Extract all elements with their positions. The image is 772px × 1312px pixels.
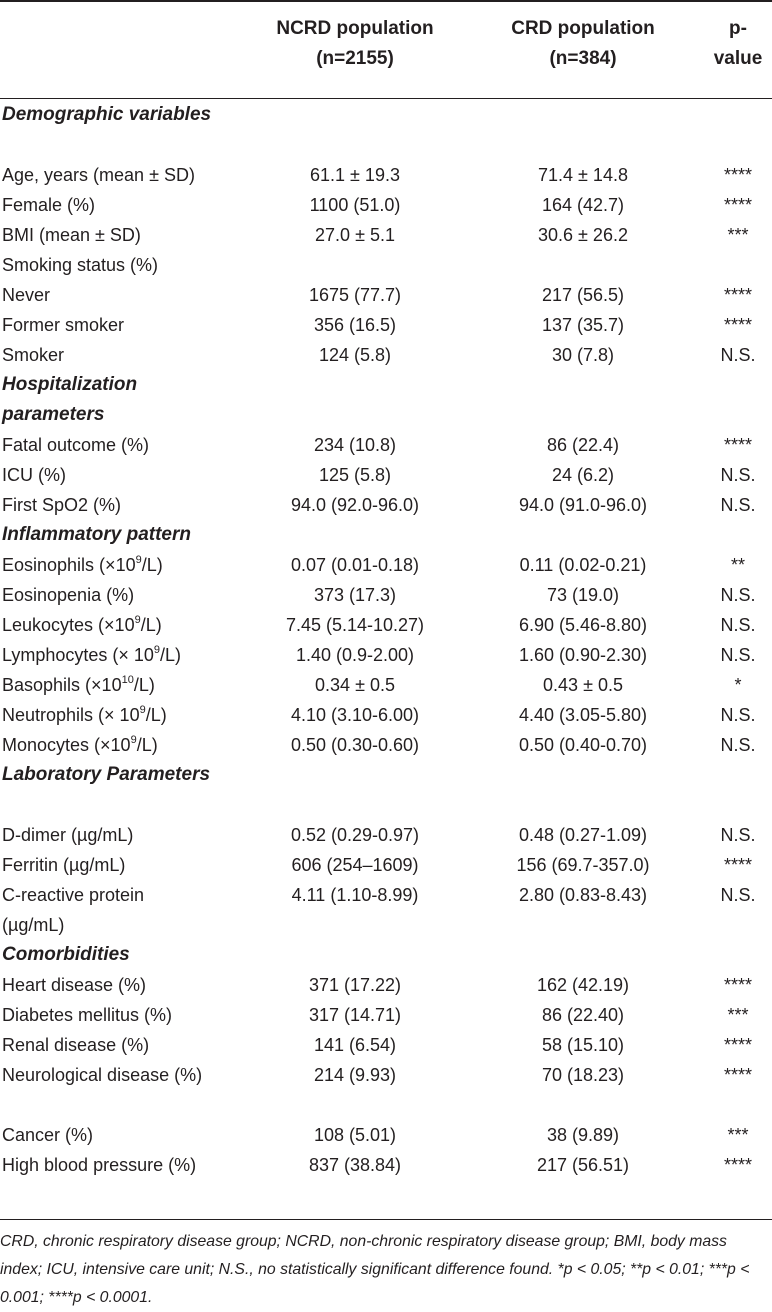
crd-value: 164 (42.7) xyxy=(541,195,625,215)
crd-value: 70 (18.23) xyxy=(541,1065,625,1085)
crd-value: 1.60 (0.90-2.30) xyxy=(518,645,648,665)
crd-value: 58 (15.10) xyxy=(541,1035,625,1055)
p-value: N.S. xyxy=(720,705,756,725)
p-value: *** xyxy=(727,225,749,245)
p-value: *** xyxy=(727,1125,749,1145)
row-label: Ferritin (µg/mL) xyxy=(2,855,126,875)
section-label: Demographic variables xyxy=(2,104,212,125)
crd-value: 0.48 (0.27-1.09) xyxy=(518,825,648,845)
row-label xyxy=(2,700,252,730)
ncrd-value: 214 (9.93) xyxy=(313,1065,397,1085)
row-label: Eosinopenia (%) xyxy=(2,585,135,605)
row-label-unit: /L) xyxy=(136,735,158,755)
row-label-exponent: 9 xyxy=(139,704,146,716)
row-label: First SpO2 (%) xyxy=(2,495,122,515)
ncrd-value: 141 (6.54) xyxy=(313,1035,397,1055)
ncrd-value: 0.07 (0.01-0.18) xyxy=(290,555,420,575)
column-header-p-line1: p- xyxy=(729,18,747,39)
crd-value: 217 (56.5) xyxy=(541,285,625,305)
table-row xyxy=(0,430,772,460)
ncrd-value: 1100 (51.0) xyxy=(309,195,401,215)
p-value: * xyxy=(734,675,742,695)
p-value: **** xyxy=(723,165,753,185)
column-header-crd-line2: (n=384) xyxy=(549,48,617,69)
table-row xyxy=(0,250,772,280)
p-value: ** xyxy=(730,555,745,575)
crd-value: 137 (35.7) xyxy=(541,315,625,335)
row-label: BMI (mean ± SD) xyxy=(2,225,141,245)
section-label: Comorbidities xyxy=(2,944,130,965)
table-row xyxy=(0,310,772,340)
column-header-ncrd-line2: (n=2155) xyxy=(316,48,394,69)
p-value: N.S. xyxy=(720,885,756,905)
crd-value: 38 (9.89) xyxy=(546,1125,620,1145)
header-rule xyxy=(0,98,772,99)
ncrd-value: 0.34 ± 0.5 xyxy=(315,675,395,695)
column-header-ncrd-line1: NCRD population xyxy=(276,18,434,39)
row-label: Cancer (%) xyxy=(2,1125,94,1145)
row-label-text: Basophils (×10 xyxy=(2,675,122,695)
section-row xyxy=(0,940,772,970)
table-top-rule xyxy=(0,0,772,2)
row-label-text: Eosinophils (×10 xyxy=(2,555,136,575)
row-label-exponent: 9 xyxy=(130,734,137,746)
ncrd-value: 7.45 (5.14-10.27) xyxy=(285,615,425,635)
row-label: Renal disease (%) xyxy=(2,1035,150,1055)
ncrd-value: 4.11 (1.10-8.99) xyxy=(291,885,419,905)
crd-value: 86 (22.4) xyxy=(546,435,620,455)
row-label-text: Neutrophils (× 10 xyxy=(2,705,140,725)
p-value: N.S. xyxy=(720,585,756,605)
p-value: N.S. xyxy=(720,825,756,845)
row-label: Heart disease (%) xyxy=(2,975,147,995)
table-row xyxy=(0,550,772,580)
row-label: High blood pressure (%) xyxy=(2,1155,197,1175)
crd-value: 73 (19.0) xyxy=(546,585,620,605)
section-row xyxy=(0,370,772,430)
p-value: N.S. xyxy=(720,615,756,635)
row-label: Former smoker xyxy=(2,315,125,335)
table-row xyxy=(0,700,772,730)
row-label-unit: /L) xyxy=(133,675,155,695)
table-row xyxy=(0,1150,772,1210)
row-label: Fatal outcome (%) xyxy=(2,435,150,455)
column-header-crd xyxy=(478,14,688,74)
p-value: **** xyxy=(723,975,753,995)
row-label: Smoker xyxy=(2,345,65,365)
table-row xyxy=(0,190,772,220)
ncrd-value: 27.0 ± 5.1 xyxy=(315,225,395,245)
row-label: Age, years (mean ± SD) xyxy=(2,165,195,185)
p-value: **** xyxy=(723,285,753,305)
row-label: Female (%) xyxy=(2,195,96,215)
row-label xyxy=(2,610,252,640)
row-label-unit: /L) xyxy=(141,555,163,575)
row-label xyxy=(2,550,252,580)
ncrd-value: 234 (10.8) xyxy=(313,435,397,455)
ncrd-value: 1.40 (0.9-2.00) xyxy=(295,645,415,665)
crd-value: 30 (7.8) xyxy=(551,345,615,365)
table-body xyxy=(0,100,772,1210)
section-row xyxy=(0,520,772,550)
p-value: **** xyxy=(723,315,753,335)
table-row xyxy=(0,340,772,370)
ncrd-value: 4.10 (3.10-6.00) xyxy=(290,705,420,725)
table-row xyxy=(0,640,772,670)
p-value: **** xyxy=(723,195,753,215)
table-row xyxy=(0,220,772,250)
ncrd-value: 317 (14.71) xyxy=(308,1005,402,1025)
row-label-exponent: 10 xyxy=(121,674,134,686)
ncrd-value: 61.1 ± 19.3 xyxy=(310,165,400,185)
crd-value: 156 (69.7-357.0) xyxy=(516,855,650,875)
column-header-p-value xyxy=(706,14,770,74)
row-label: ICU (%) xyxy=(2,465,66,485)
row-label-text: Monocytes (×10 xyxy=(2,735,131,755)
section-label: Inflammatory pattern xyxy=(2,524,191,545)
p-value: N.S. xyxy=(720,735,756,755)
row-label: Neurological disease (%) xyxy=(2,1065,203,1085)
section-row xyxy=(0,100,772,160)
p-value: N.S. xyxy=(720,345,756,365)
table-row xyxy=(0,490,772,520)
p-value: **** xyxy=(723,855,753,875)
p-value: **** xyxy=(723,435,753,455)
crd-value: 162 (42.19) xyxy=(536,975,630,995)
section-row xyxy=(0,760,772,820)
ncrd-value: 1675 (77.7) xyxy=(308,285,402,305)
table-footnote: CRD, chronic respiratory disease group; NCRD, non-chronic respiratory disease group; BMI, body mass index; ICU, intensive care unit; N.S., no statistically significant difference found. *p < 0.05; **p < 0.01; ***p < 0.001; ****p < 0.0001. xyxy=(0,1233,750,1306)
table-row xyxy=(0,670,772,700)
row-label xyxy=(2,670,252,700)
crd-value: 0.43 ± 0.5 xyxy=(543,675,623,695)
row-label: Smoking status (%) xyxy=(2,255,159,275)
p-value: **** xyxy=(723,1155,753,1175)
column-header-p-line2: value xyxy=(713,48,763,69)
ncrd-value: 94.0 (92.0-96.0) xyxy=(290,495,420,515)
row-label-exponent: 9 xyxy=(153,644,161,656)
row-label-text: Leukocytes (×10 xyxy=(2,615,135,635)
ncrd-value: 0.50 (0.30-0.60) xyxy=(290,735,420,755)
crd-value: 6.90 (5.46-8.80) xyxy=(518,615,648,635)
p-value: *** xyxy=(727,1005,749,1025)
table-bottom-rule xyxy=(0,1219,772,1220)
ncrd-value: 108 (5.01) xyxy=(313,1125,397,1145)
crd-value: 0.50 (0.40-0.70) xyxy=(518,735,648,755)
crd-value: 217 (56.51) xyxy=(536,1155,630,1175)
row-label-exponent: 9 xyxy=(134,614,141,626)
table-row xyxy=(0,280,772,310)
ncrd-value: 0.52 (0.29-0.97) xyxy=(290,825,420,845)
ncrd-value: 125 (5.8) xyxy=(318,465,392,485)
column-header-ncrd xyxy=(250,14,460,74)
table-row xyxy=(0,880,772,940)
row-label-unit: /L) xyxy=(160,645,182,665)
crd-value: 71.4 ± 14.8 xyxy=(538,165,628,185)
table-row xyxy=(0,160,772,190)
section-label: Laboratory Parameters xyxy=(2,764,211,785)
ncrd-value: 356 (16.5) xyxy=(313,315,397,335)
table-row xyxy=(0,580,772,610)
crd-value: 2.80 (0.83-8.43) xyxy=(518,885,648,905)
ncrd-value: 606 (254–1609) xyxy=(291,855,419,875)
crd-value: 86 (22.40) xyxy=(541,1005,625,1025)
crd-value: 0.11 (0.02-0.21) xyxy=(519,555,647,575)
crd-value: 94.0 (91.0-96.0) xyxy=(518,495,648,515)
column-header-crd-line1: CRD population xyxy=(511,18,655,39)
row-label: Never xyxy=(2,285,51,305)
crd-value: 24 (6.2) xyxy=(551,465,615,485)
table-row xyxy=(0,820,772,850)
row-label xyxy=(2,640,252,670)
p-value: N.S. xyxy=(720,645,756,665)
row-label-text: Lymphocytes (× 10 xyxy=(2,645,154,665)
ncrd-value: 373 (17.3) xyxy=(313,585,397,605)
table-row xyxy=(0,610,772,640)
row-label-unit: /L) xyxy=(140,615,162,635)
table-row xyxy=(0,1060,772,1120)
row-label: Diabetes mellitus (%) xyxy=(2,1005,173,1025)
row-label: C-reactive protein (µg/mL) xyxy=(2,885,145,935)
table-row xyxy=(0,1120,772,1150)
table-row xyxy=(0,1030,772,1060)
row-label-unit: /L) xyxy=(145,705,167,725)
table-row xyxy=(0,1000,772,1030)
section-label: Hospitalization parameters xyxy=(2,374,138,425)
table-row xyxy=(0,970,772,1000)
table-row xyxy=(0,850,772,880)
ncrd-value: 371 (17.22) xyxy=(308,975,402,995)
crd-value: 30.6 ± 26.2 xyxy=(538,225,628,245)
p-value: **** xyxy=(723,1035,753,1055)
p-value: **** xyxy=(723,1065,753,1085)
ncrd-value: 124 (5.8) xyxy=(318,345,392,365)
table-row xyxy=(0,460,772,490)
table-row xyxy=(0,730,772,760)
ncrd-value: 837 (38.84) xyxy=(308,1155,402,1175)
row-label-exponent: 9 xyxy=(135,554,142,566)
row-label xyxy=(2,730,252,760)
p-value: N.S. xyxy=(720,495,756,515)
p-value: N.S. xyxy=(720,465,756,485)
row-label: D-dimer (µg/mL) xyxy=(2,825,134,845)
crd-value: 4.40 (3.05-5.80) xyxy=(518,705,648,725)
